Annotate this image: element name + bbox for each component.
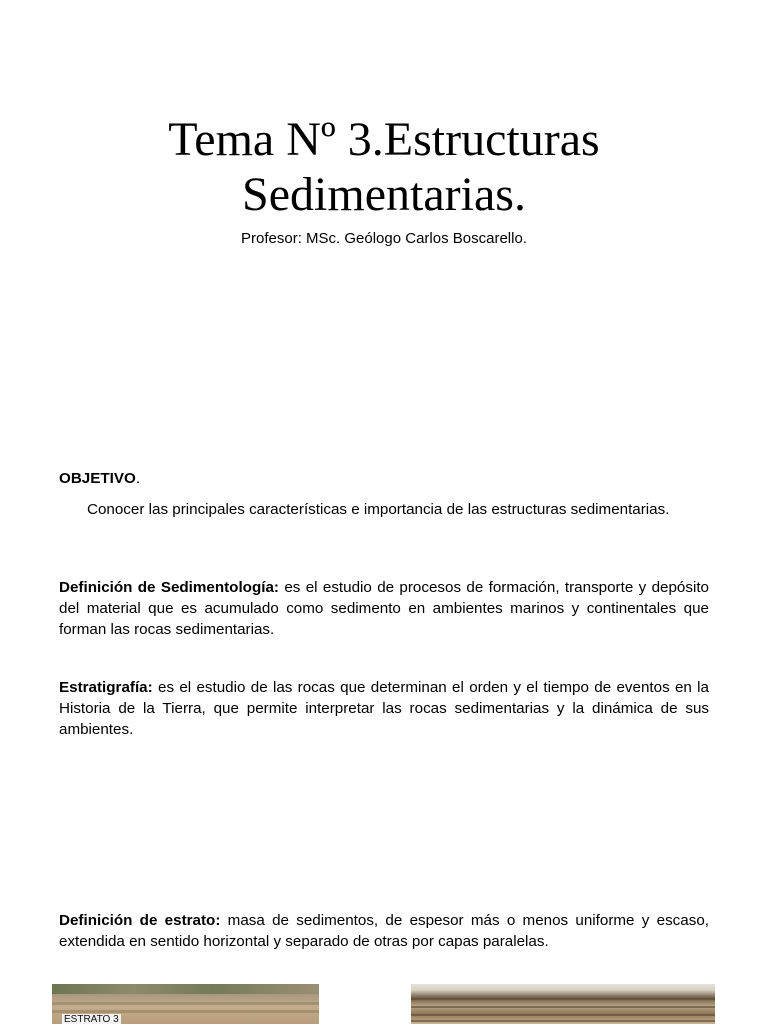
estrato-paragraph [59,910,709,952]
sedimentologia-text: es el estudio de procesos de formación, transporte y depósito del material que es acumulado como sedimento en ambientes marinos y continentales que forman las rocas sedimentarias. [59,579,709,638]
estratigrafia-term: Estratigrafía: [59,679,153,696]
photo-label-estrato: ESTRATO 3 [64,1014,119,1024]
rock-band [52,1002,319,1005]
strata-photo-right [411,984,715,1024]
rock-band [52,1010,319,1013]
rock-layer [411,1014,715,1016]
professor-line: Profesor: MSc. Geólogo Carlos Boscarello. [241,230,527,247]
vegetation-strip [52,984,319,994]
document-title [0,112,768,222]
title-line-1: Tema Nº 3.Estructuras [168,113,600,166]
objetivo-heading [59,468,709,489]
sedimentologia-term: Definición de Sedimentología: [59,579,279,596]
rock-layer [411,1020,715,1022]
objetivo-heading-punct: . [135,470,141,487]
rock-layer [411,1006,715,1008]
objetivo-text: Conocer las principales características e importancia de las estructuras sedimentarias. [87,501,670,518]
strata-photo-left [52,984,319,1024]
estrato-text: masa de sedimentos, de espesor más o menos uniforme y escaso, extendida en sentido horizontal y separado de otras por capas paralelas. [59,912,709,950]
estratigrafia-paragraph [59,677,709,740]
title-line-2: Sedimentarias. [242,168,526,221]
estratigrafia-text: es el estudio de las rocas que determinan el orden y el tiempo de eventos en la Historia de la Tierra, que permite interpretar las rocas sedimentarias y la dinámica de sus ambientes. [59,679,709,738]
estrato-term: Definición de estrato: [59,912,221,929]
rock-layer [411,998,715,1000]
objetivo-heading-text: OBJETIVO [59,470,136,487]
sedimentologia-paragraph [59,577,709,640]
